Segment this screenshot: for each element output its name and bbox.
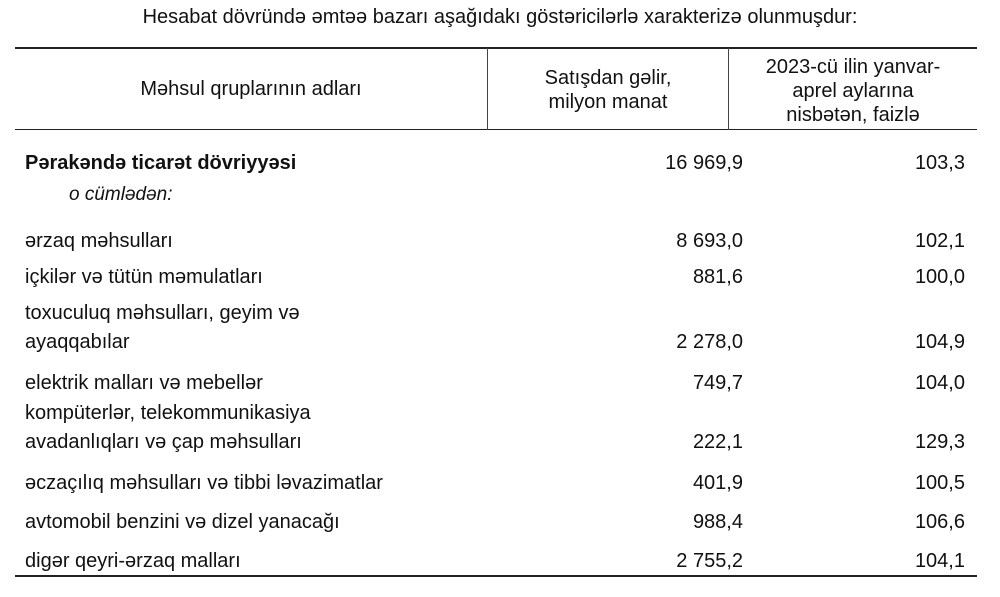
table-row xyxy=(25,299,975,359)
row-label: ərzaq məhsulları xyxy=(25,230,173,252)
row-label: Pərakəndə ticarət dövriyyəsi xyxy=(25,152,297,174)
header-product-groups: Məhsul qruplarının adları xyxy=(140,78,362,100)
row-revenue: 988,4 xyxy=(692,511,743,533)
row-percent: 129,3 xyxy=(914,431,965,453)
header-revenue-line2: milyon manat xyxy=(548,91,668,113)
row-revenue: 2 278,0 xyxy=(676,331,743,353)
header-bottom-rule xyxy=(15,129,977,130)
row-percent: 100,0 xyxy=(914,266,965,288)
row-revenue: 16 969,9 xyxy=(665,152,743,174)
row-percent: 104,1 xyxy=(914,550,965,572)
row-label-line1: toxuculuq məhsulları, geyim və xyxy=(25,302,300,324)
row-label-line2: ayaqqabılar xyxy=(25,331,130,353)
header-percent-line1: 2023-cü ilin yanvar- xyxy=(765,56,941,78)
row-percent: 104,0 xyxy=(914,372,965,394)
row-revenue: 2 755,2 xyxy=(676,550,743,572)
row-label-line2: avadanlıqları və çap məhsulları xyxy=(25,431,302,453)
header-percent-line2: aprel aylarına xyxy=(792,80,914,102)
row-label: əczaçılıq məhsulları və tibbi ləvazimatlar xyxy=(25,472,383,494)
header-revenue xyxy=(488,66,728,114)
row-label: digər qeyri-ərzaq malları xyxy=(25,550,241,572)
row-label: avtomobil benzini və dizel yanacağı xyxy=(25,511,340,533)
header-percent xyxy=(729,55,977,127)
row-revenue: 401,9 xyxy=(692,472,743,494)
intro-text: Hesabat dövründə əmtəə bazarı aşağıdakı göstəricilərlə xarakterizə olunmuşdur: xyxy=(142,6,858,28)
header-percent-line3: nisbətən, faizlə xyxy=(786,104,920,126)
row-percent: 102,1 xyxy=(914,230,965,252)
row-revenue: 881,6 xyxy=(692,266,743,288)
header-revenue-line1: Satışdan gəlir, xyxy=(544,67,672,89)
row-percent: 103,3 xyxy=(914,152,965,174)
row-percent: 106,6 xyxy=(914,511,965,533)
row-label: elektrik malları və mebellər xyxy=(25,372,263,394)
row-revenue: 8 693,0 xyxy=(676,230,743,252)
row-label: içkilər və tütün məmulatları xyxy=(25,266,263,288)
row-percent: 104,9 xyxy=(914,331,965,353)
row-label-line1: kompüterlər, telekommunikasiya xyxy=(25,402,311,424)
subtitle-text: o cümlədən: xyxy=(69,184,173,205)
row-revenue: 222,1 xyxy=(692,431,743,453)
row-percent: 100,5 xyxy=(914,472,965,494)
row-revenue: 749,7 xyxy=(692,372,743,394)
table-top-rule xyxy=(15,47,977,49)
table-row xyxy=(25,399,975,459)
table-bottom-rule xyxy=(15,575,977,577)
